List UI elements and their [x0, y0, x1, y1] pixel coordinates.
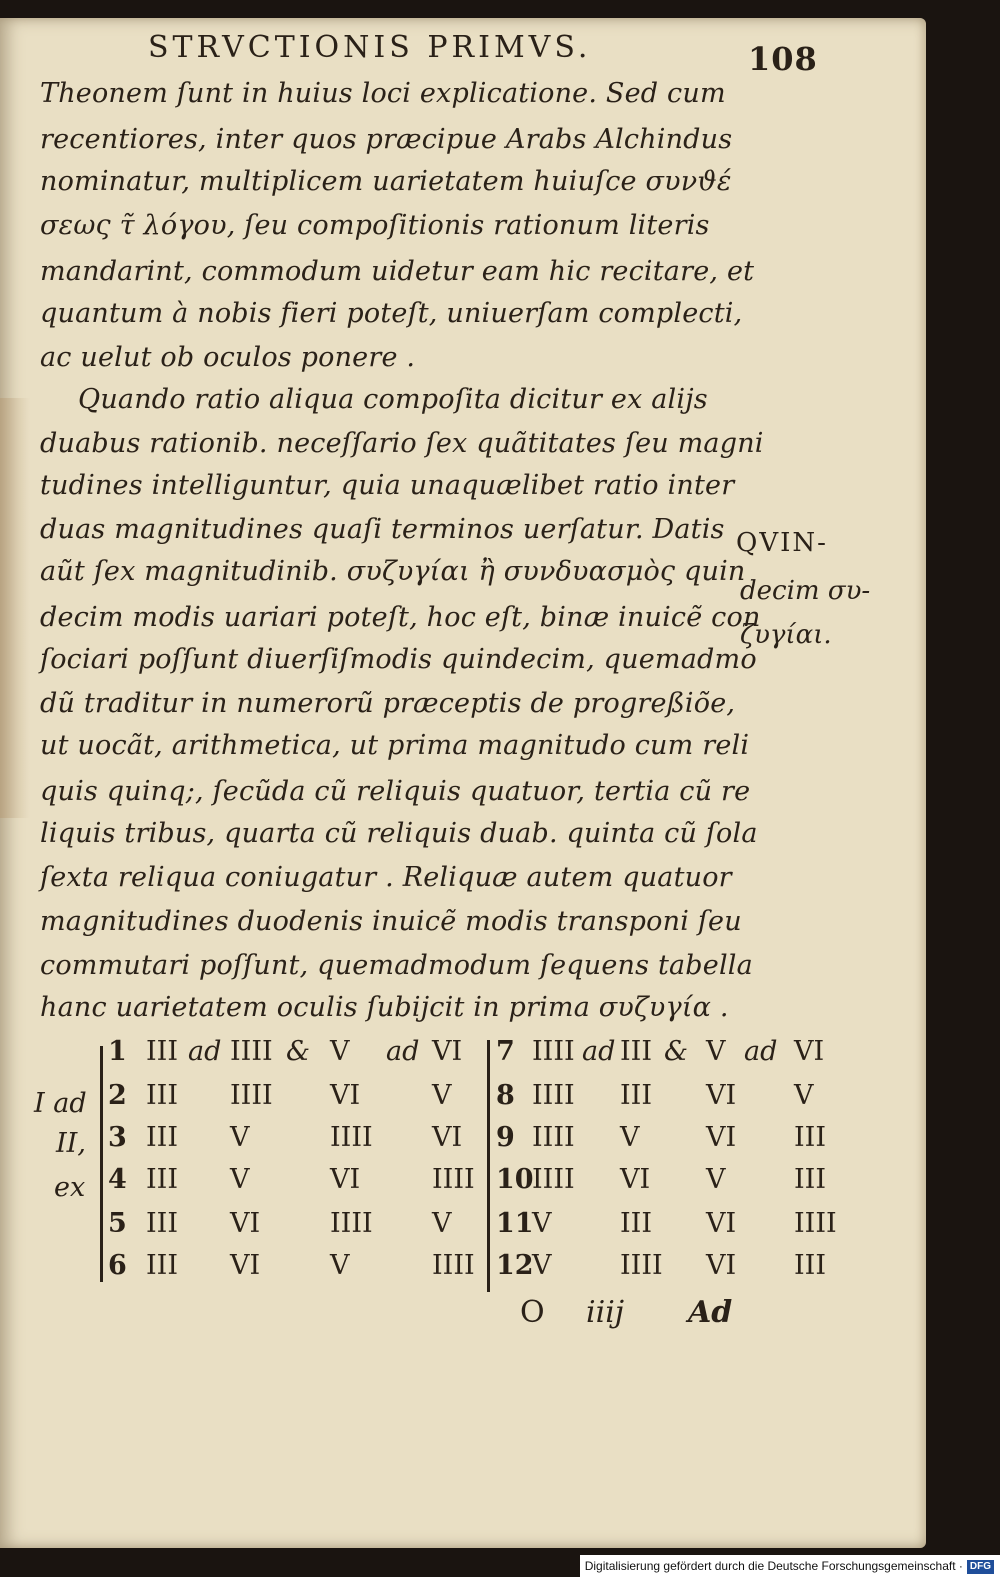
gutter-stain [0, 398, 30, 818]
table-left-row-2-n: 2 [108, 1080, 127, 1111]
body-line: hanc uarietatem oculis ſubijcit in prima συζυγία . [40, 992, 729, 1023]
signature-number: iiij [586, 1295, 625, 1330]
table-left-row-4-d: IIII [432, 1164, 475, 1195]
table-left-row-3-a: III [146, 1122, 178, 1153]
table-right-row-3-a: IIII [532, 1122, 575, 1153]
table-right-row-1-ad: ad [582, 1036, 616, 1067]
body-line: ſexta reliqua coniugatur . Reliquæ autem quatuor [40, 862, 732, 893]
margin-note-line-1: QVIN- [736, 528, 828, 558]
table-left-row-5-a: III [146, 1208, 178, 1239]
table-right-row-6-a: V [532, 1250, 552, 1281]
table-right-row-5-d: IIII [794, 1208, 837, 1239]
body-line: ac uelut ob oculos ponere . [40, 342, 416, 373]
table-left-row-3-d: VI [432, 1122, 463, 1153]
body-line: decim modis uariari poteſt, hoc eſt, binæ inuicẽ con [40, 602, 761, 633]
table-right-row-3-n: 9 [496, 1122, 515, 1153]
table-left-row-2-b: IIII [230, 1080, 273, 1111]
body-line: mandarint, commodum uidetur eam hic recitare, et [40, 256, 755, 287]
table-right-row-3-b: V [620, 1122, 640, 1153]
table-right-row-1-c: V [706, 1036, 726, 1067]
body-line: aũt ſex magnitudinib. συζυγίαι ἢ συνδυασμὸς quin [40, 556, 746, 587]
dfg-logo: DFG [967, 1560, 994, 1574]
table-left-row-1-ad2: ad [386, 1036, 420, 1067]
table-bracket-label-3: ex [54, 1172, 86, 1203]
table-left-row-2-d: V [432, 1080, 452, 1111]
body-line: ut uocãt, arithmetica, ut prima magnitudo cum reli [40, 730, 750, 761]
table-left-row-4-a: III [146, 1164, 178, 1195]
table-center-divider [487, 1040, 490, 1292]
table-left-row-4-n: 4 [108, 1164, 127, 1195]
table-left-row-4-b: V [230, 1164, 250, 1195]
table-bracket-label-2: II, [56, 1128, 86, 1159]
table-right-row-2-a: IIII [532, 1080, 575, 1111]
table-right-row-2-d: V [794, 1080, 814, 1111]
body-line: Quando ratio aliqua compoſita dicitur ex alijs [78, 384, 708, 415]
body-line: dũ traditur in numerorũ præceptis de progreßiõe, [40, 688, 736, 719]
table-left-row-3-c: IIII [330, 1122, 373, 1153]
table-left-row-1-ad: ad [188, 1036, 222, 1067]
table-right-row-4-b: VI [620, 1164, 651, 1195]
body-line: σεως τ̃ λόγου, ſeu compoſitionis rationum literis [40, 210, 710, 241]
body-line: quantum à nobis fieri poteſt, uniuerſam complecti, [40, 298, 743, 329]
body-line: commutari poſſunt, quemadmodum ſequens tabella [40, 950, 753, 981]
digitization-credit-bar [580, 1555, 1000, 1577]
table-right-row-1-et: & [664, 1036, 689, 1067]
table-left-row-6-b: VI [230, 1250, 261, 1281]
table-right-row-3-c: VI [706, 1122, 737, 1153]
table-right-row-1-a: IIII [532, 1036, 575, 1067]
table-right-row-2-n: 8 [496, 1080, 515, 1111]
table-right-row-5-n: 11 [496, 1208, 534, 1239]
table-right-row-4-a: IIII [532, 1164, 575, 1195]
table-left-row-3-n: 3 [108, 1122, 127, 1153]
body-line: Theonem ſunt in huius loci explicatione. Sed cum [40, 78, 726, 109]
table-left-bracket [100, 1046, 103, 1282]
table-left-row-6-d: IIII [432, 1250, 475, 1281]
margin-note-line-2: decim συ- [740, 576, 871, 606]
body-line: liquis tribus, quarta cũ reliquis duab. quinta cũ ſola [40, 818, 758, 849]
table-right-row-4-c: V [706, 1164, 726, 1195]
table-right-row-4-n: 10 [496, 1164, 534, 1195]
table-left-row-1-c: V [330, 1036, 350, 1067]
body-line: ſociari poſſunt diuerſiſmodis quindecim, quemadmo [40, 644, 757, 675]
catchword: Ad [688, 1295, 733, 1330]
body-line: nominatur, multiplicem uarietatem huiuſce συνϑέ [40, 166, 732, 197]
table-left-row-1-a: III [146, 1036, 178, 1067]
table-bracket-label-1: I ad [34, 1088, 87, 1119]
table-left-row-5-d: V [432, 1208, 452, 1239]
body-line: duas magnitudines quaſi terminos uerſatur. Datis [40, 514, 725, 545]
body-line: magnitudines duodenis inuicẽ modis transponi ſeu [40, 906, 742, 937]
table-right-row-6-b: IIII [620, 1250, 663, 1281]
table-left-row-6-a: III [146, 1250, 178, 1281]
table-left-row-5-n: 5 [108, 1208, 127, 1239]
digitization-credit: Digitalisierung gefördert durch die Deutsche Forschungsgemeinschaft · [584, 1559, 963, 1573]
body-line: quis quinq;, ſecũda cũ reliquis quatuor, tertia cũ re [40, 776, 751, 807]
table-right-row-6-d: III [794, 1250, 826, 1281]
table-right-row-3-d: III [794, 1122, 826, 1153]
table-left-row-1-et: & [286, 1036, 311, 1067]
table-left-row-6-n: 6 [108, 1250, 127, 1281]
signature-mark: O [520, 1295, 545, 1330]
table-right-row-5-a: V [532, 1208, 552, 1239]
table-left-row-1-d: VI [432, 1036, 463, 1067]
table-left-row-2-c: VI [330, 1080, 361, 1111]
table-right-row-1-b: III [620, 1036, 652, 1067]
table-right-row-1-n: 7 [496, 1036, 515, 1067]
table-right-row-1-d: VI [794, 1036, 825, 1067]
body-line: tudines intelliguntur, quia unaquælibet ratio inter [40, 470, 735, 501]
table-left-row-4-c: VI [330, 1164, 361, 1195]
table-right-row-2-b: III [620, 1080, 652, 1111]
body-line: duabus rationib. neceſſario ſex quãtitates ſeu magni [40, 428, 764, 459]
table-right-row-2-c: VI [706, 1080, 737, 1111]
table-right-row-4-d: III [794, 1164, 826, 1195]
folio-number: 108 [748, 40, 818, 78]
table-left-row-3-b: V [230, 1122, 250, 1153]
table-left-row-6-c: V [330, 1250, 350, 1281]
running-head: STRVCTIONIS PRIMVS. [148, 30, 592, 65]
table-left-row-1-b: IIII [230, 1036, 273, 1067]
table-right-row-6-c: VI [706, 1250, 737, 1281]
body-line: recentiores, inter quos præcipue Arabs Alchindus [40, 124, 733, 155]
table-left-row-5-b: VI [230, 1208, 261, 1239]
table-left-row-5-c: IIII [330, 1208, 373, 1239]
table-left-row-2-a: III [146, 1080, 178, 1111]
margin-note-line-3: ζυγίαι. [740, 620, 832, 650]
table-right-row-1-ad2: ad [744, 1036, 778, 1067]
table-right-row-5-c: VI [706, 1208, 737, 1239]
table-left-row-1-n: 1 [108, 1036, 127, 1067]
table-right-row-5-b: III [620, 1208, 652, 1239]
table-right-row-6-n: 12 [496, 1250, 534, 1281]
